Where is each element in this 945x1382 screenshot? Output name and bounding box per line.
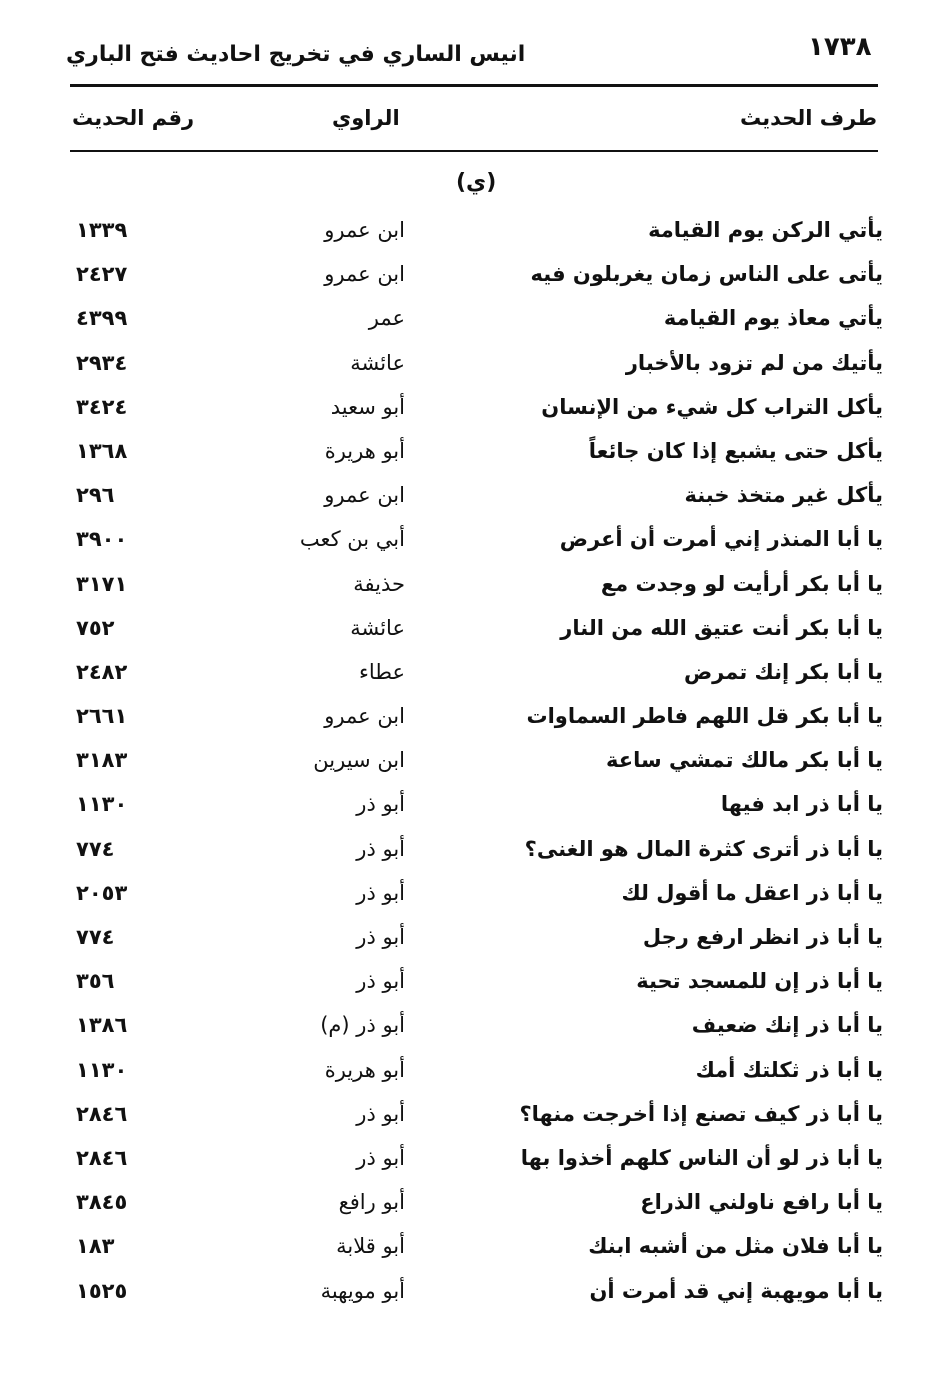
narrator: ابن سيرين: [313, 748, 405, 773]
hadith-number: ١٣٣٩: [76, 218, 128, 242]
narrator: أبو ذر: [356, 1101, 405, 1126]
narrator: ابن عمرو: [324, 483, 405, 508]
table-row: [0, 1005, 945, 1049]
hadith-opening: يأتي معاذ يوم القيامة: [663, 306, 883, 331]
narrator: أبو هريرة: [324, 438, 405, 463]
narrator: أبو ذر: [356, 880, 405, 905]
hadith-opening: يا أبا المنذر إني أمرت أن أعرض: [559, 527, 883, 552]
narrator: ابن عمرو: [324, 218, 405, 242]
hadith-opening: يا أبا بكر قل اللهم فاطر السماوات: [526, 704, 883, 729]
header-rule: [70, 84, 878, 87]
hadith-opening: يأكل غير متخذ خبنة: [684, 483, 883, 508]
hadith-opening: يا أبا بكر أرأيت لو وجدت مع: [600, 571, 883, 596]
table-row: [0, 1138, 945, 1182]
hadith-opening: يا أبا مويهبة إني قد أمرت أن: [589, 1278, 883, 1303]
hadith-number: ٧٧٤: [76, 836, 115, 861]
table-row: [0, 254, 945, 298]
hadith-opening: يا أبا ذر كيف تصنع إذا أخرجت منها؟: [519, 1101, 883, 1126]
hadith-number: ٧٧٤: [76, 925, 115, 949]
section-letter: (ي): [456, 170, 497, 195]
hadith-opening: يا أبا ذر ثكلتك أمك: [695, 1057, 883, 1082]
narrator: أبو قلابة: [336, 1234, 405, 1259]
table-row: [0, 1094, 945, 1138]
narrator: عطاء: [358, 659, 405, 684]
hadith-number: ٣١٧١: [76, 571, 128, 596]
narrator: أبو ذر: [356, 925, 405, 949]
column-header-hadith: طرف الحديث: [739, 106, 877, 130]
hadith-number: ٢٩٦: [76, 483, 115, 508]
hadith-number: ٧٥٢: [76, 615, 115, 640]
table-row: [0, 608, 945, 652]
hadith-opening: يأكل التراب كل شيء من الإنسان: [541, 394, 883, 419]
hadith-number: ٢٩٣٤: [76, 350, 128, 375]
narrator: أبو ذر: [356, 1145, 405, 1170]
hadith-opening: يا أبا بكر أنت عتيق الله من النار: [560, 615, 883, 640]
table-row: [0, 431, 945, 475]
running-title: انيس الساري في تخريج احاديث فتح الباري: [66, 42, 526, 67]
hadith-number: ٢٤٨٢: [76, 659, 128, 684]
narrator: عائشة: [350, 615, 405, 640]
table-row: [0, 784, 945, 828]
narrator: أبو رافع: [338, 1190, 405, 1215]
column-header-rule: [70, 150, 878, 152]
hadith-opening: يا أبا بكر مالك تمشي ساعة: [606, 748, 883, 773]
table-row: [0, 696, 945, 740]
narrator: أبو ذر: [356, 969, 405, 994]
narrator: أبو ذر: [356, 792, 405, 817]
hadith-opening: يا أبا ذر أترى كثرة المال هو الغنى؟: [524, 836, 883, 861]
narrator: أبو سعيد: [330, 394, 405, 419]
hadith-number: ٣٨٤٥: [76, 1190, 128, 1215]
narrator: حذيفة: [353, 571, 405, 596]
table-row: [0, 475, 945, 519]
hadith-opening: يا أبا ذر انظر ارفع رجل: [642, 925, 883, 949]
hadith-number: ٣١٨٣: [76, 748, 128, 773]
column-header-number: رقم الحديث: [72, 106, 195, 130]
hadith-number: ٤٣٩٩: [76, 306, 128, 331]
table-row: [0, 519, 945, 563]
hadith-number: ١٣٦٨: [76, 438, 128, 463]
narrator: أبو ذر (م): [320, 1013, 405, 1038]
hadith-opening: يا أبا ذر لو أن الناس كلهم أخذوا بها: [520, 1145, 883, 1170]
hadith-number: ٣٤٢٤: [76, 394, 128, 419]
narrator: عائشة: [350, 350, 405, 375]
hadith-number: ٢٠٥٣: [76, 880, 128, 905]
hadith-number: ٢٨٤٦: [76, 1145, 128, 1170]
hadith-opening: يا أبا ذر إن للمسجد تحية: [636, 969, 883, 994]
index-table: [0, 210, 945, 1315]
hadith-number: ٣٥٦: [76, 969, 115, 994]
hadith-number: ١١٣٠: [76, 792, 128, 817]
table-row: [0, 1271, 945, 1315]
table-row: [0, 917, 945, 961]
narrator: ابن عمرو: [324, 262, 405, 287]
hadith-opening: يا أبا بكر إنك تمرض: [683, 659, 883, 684]
hadith-number: ٢٦٦١: [76, 704, 128, 729]
table-row: [0, 873, 945, 917]
hadith-number: ٣٩٠٠: [76, 527, 128, 552]
narrator: ابن عمرو: [324, 704, 405, 729]
column-header-rawi: الراوي: [332, 106, 400, 130]
hadith-opening: يا أبا ذر اعقل ما أقول لك: [621, 880, 883, 905]
hadith-number: ٢٤٢٧: [76, 262, 128, 287]
page-number: ١٧٣٨: [808, 32, 872, 62]
table-row: [0, 1050, 945, 1094]
hadith-opening: يا أبا فلان مثل من أشبه ابنك: [588, 1234, 883, 1259]
hadith-opening: يا أبا ذر إنك ضعيف: [691, 1013, 883, 1038]
table-row: [0, 298, 945, 342]
narrator: أبو هريرة: [324, 1057, 405, 1082]
table-row: [0, 210, 945, 254]
narrator: أبي بن كعب: [299, 527, 405, 552]
hadith-opening: يأتي الركن يوم القيامة: [648, 218, 883, 242]
narrator: أبو مويهبة: [320, 1278, 405, 1303]
narrator: عمر: [368, 306, 405, 331]
hadith-number: ١٣٨٦: [76, 1013, 128, 1038]
table-row: [0, 1182, 945, 1226]
hadith-opening: يأتى على الناس زمان يغربلون فيه: [530, 262, 883, 287]
table-row: [0, 961, 945, 1005]
narrator: أبو ذر: [356, 836, 405, 861]
hadith-opening: يا أبا رافع ناولني الذراع: [640, 1190, 883, 1215]
table-row: [0, 652, 945, 696]
hadith-opening: يأتيك من لم تزود بالأخبار: [625, 350, 883, 375]
table-row: [0, 740, 945, 784]
table-row: [0, 343, 945, 387]
table-row: [0, 564, 945, 608]
hadith-number: ١٨٣: [76, 1234, 115, 1259]
hadith-number: ١١٣٠: [76, 1057, 128, 1082]
table-row: [0, 387, 945, 431]
table-row: [0, 829, 945, 873]
hadith-number: ٢٨٤٦: [76, 1101, 128, 1126]
table-row: [0, 1226, 945, 1270]
hadith-opening: يأكل حتى يشبع إذا كان جائعاً: [588, 438, 883, 463]
hadith-number: ١٥٢٥: [76, 1278, 128, 1303]
hadith-opening: يا أبا ذر ابد فيها: [720, 792, 883, 817]
